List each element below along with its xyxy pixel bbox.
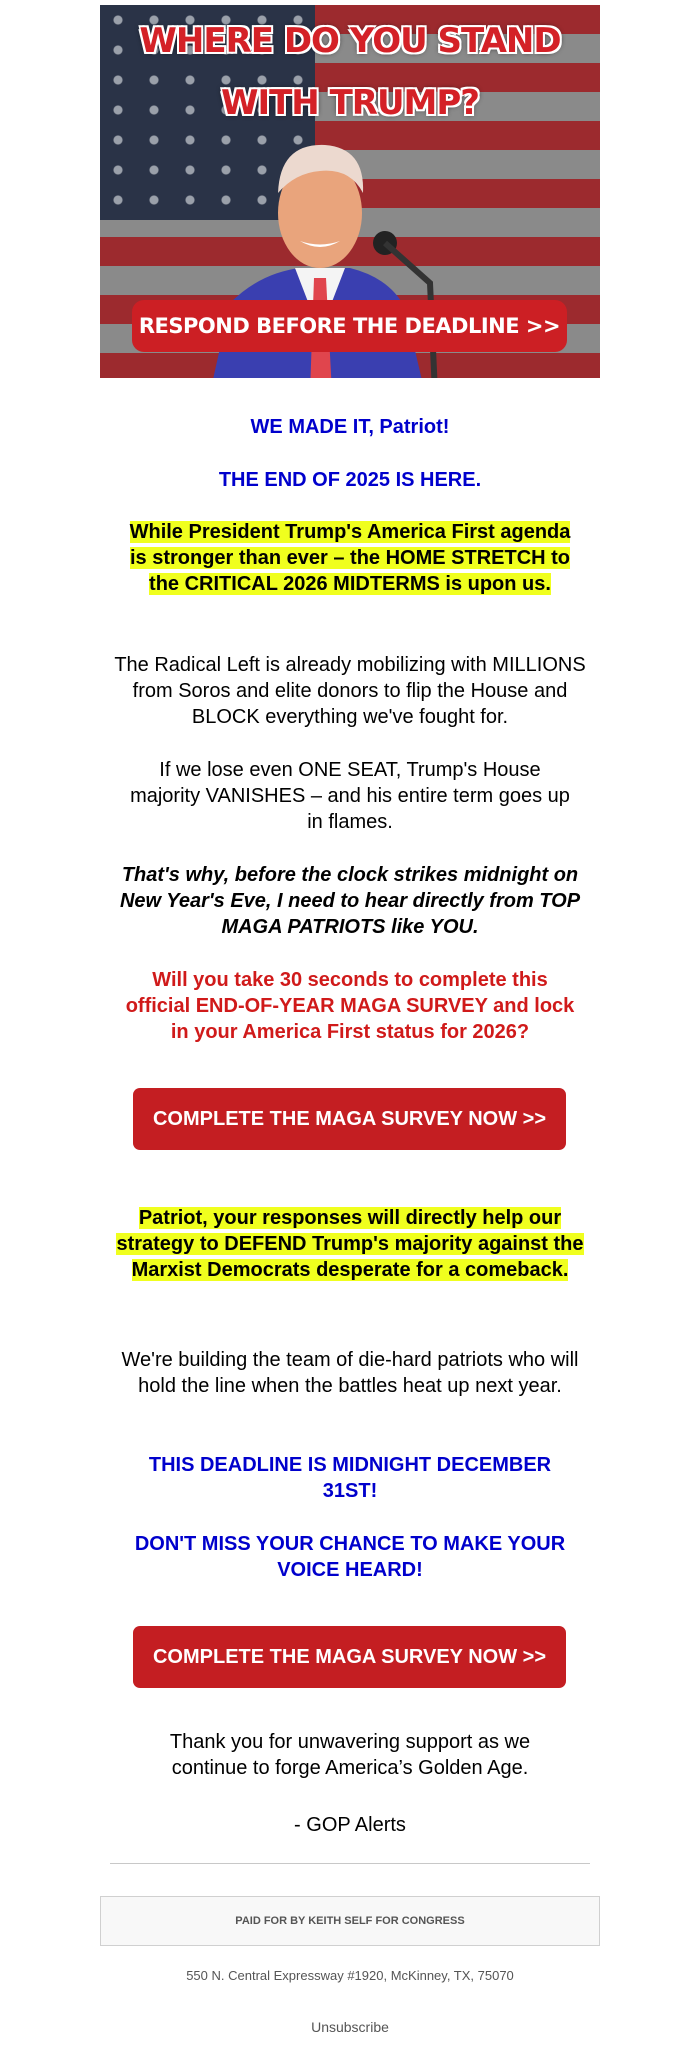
divider bbox=[110, 1863, 590, 1864]
complete-survey-button-1[interactable]: COMPLETE THE MAGA SURVEY NOW >> bbox=[133, 1088, 566, 1150]
respond-before-deadline-button[interactable]: RESPOND BEFORE THE DEADLINE >> bbox=[132, 300, 567, 352]
paid-for-disclaimer: PAID FOR BY KEITH SELF FOR CONGRESS bbox=[100, 1896, 600, 1946]
unsubscribe-link[interactable]: Unsubscribe bbox=[311, 2019, 389, 2035]
italic-paragraph: That's why, before the clock strikes midnight on New Year's Eve, I need to hear directly from TOP MAGA PATRIOTS like YOU. bbox=[119, 864, 581, 938]
paragraph-one-seat: If we lose even ONE SEAT, Trump's House majority VANISHES – and his entire term goes up in flames. bbox=[130, 759, 570, 833]
complete-survey-button-2[interactable]: COMPLETE THE MAGA SURVEY NOW >> bbox=[133, 1626, 566, 1688]
hero-title-line1: WHERE DO YOU STAND bbox=[139, 21, 561, 61]
highlight-paragraph-2 bbox=[108, 1205, 592, 1283]
paragraph-radical-left: The Radical Left is already mobilizing with MILLIONS from Soros and elite donors to flip the House and BLOCK everything we've fought for. bbox=[114, 654, 586, 728]
dont-miss-notice: DON'T MISS YOUR CHANCE TO MAKE YOUR VOICE HEARD! bbox=[134, 1533, 566, 1581]
hero-title-line2: WITH TRUMP? bbox=[220, 83, 480, 123]
highlight-paragraph-1 bbox=[120, 519, 580, 597]
highlight-text-2: Patriot, your responses will directly help our strategy to DEFEND Trump's majority against the Marxist Democrats desperate for a comeback. bbox=[116, 1207, 584, 1281]
end-of-year-heading: THE END OF 2025 IS HERE. bbox=[218, 469, 482, 491]
greeting: WE MADE IT, Patriot! bbox=[250, 416, 450, 438]
highlight-text-1: While President Trump's America First agenda is stronger than ever – the HOME STRETCH to the CRITICAL 2026 MIDTERMS is upon us. bbox=[129, 521, 571, 595]
survey-question: Will you take 30 seconds to complete this official END-OF-YEAR MAGA SURVEY and lock in your America First status for 2026? bbox=[125, 969, 575, 1043]
signature: - GOP Alerts bbox=[294, 1814, 406, 1836]
paragraph-team: We're building the team of die-hard patriots who will hold the line when the battles heat up next year. bbox=[121, 1349, 579, 1397]
deadline-notice: THIS DEADLINE IS MIDNIGHT DECEMBER 31ST! bbox=[148, 1454, 552, 1502]
hero-banner-image[interactable] bbox=[100, 5, 600, 378]
mailing-address: 550 N. Central Expressway #1920, McKinney, TX, 75070 bbox=[186, 1968, 514, 1983]
thank-you-text: Thank you for unwavering support as we continue to forge America’s Golden Age. bbox=[169, 1731, 531, 1779]
